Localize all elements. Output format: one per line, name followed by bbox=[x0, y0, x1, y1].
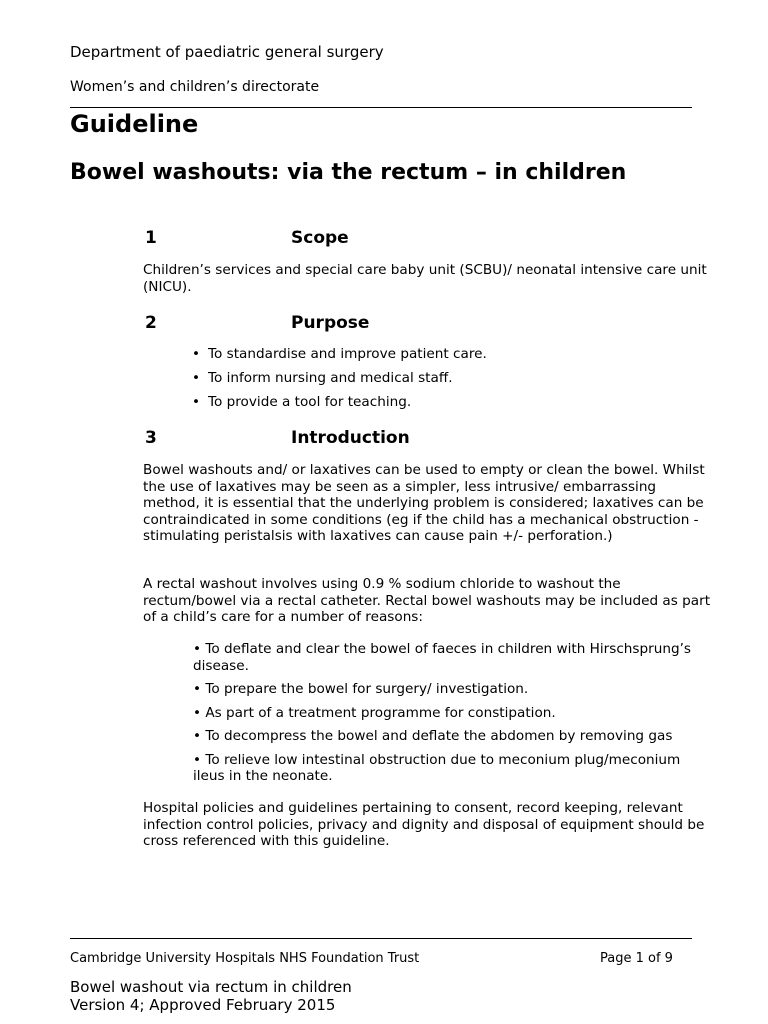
list-item: • To deflate and clear the bowel of faeces in children with Hirschsprung’s disease. bbox=[193, 641, 691, 674]
list-item: • To prepare the bowel for surgery/ investigation. bbox=[193, 681, 529, 697]
section-3-number: 3 bbox=[145, 428, 157, 448]
list-item: • To inform nursing and medical staff. bbox=[193, 370, 713, 387]
list-item: • To relieve low intestinal obstruction due to meconium plug/meconium ileus in the neonate. bbox=[193, 751, 681, 784]
document-type: Guideline bbox=[70, 110, 199, 138]
section-1-text: Children’s services and special care baby unit (SCBU)/ neonatal intensive care unit (NICU). bbox=[143, 262, 707, 295]
footer-version: Version 4; Approved February 2015 bbox=[70, 996, 336, 1014]
document-title: Bowel washouts: via the rectum – in children bbox=[70, 160, 627, 185]
directorate-name: Women’s and children’s directorate bbox=[70, 79, 320, 95]
purpose-list bbox=[193, 346, 713, 418]
introduction-paragraph-1: Bowel washouts and/ or laxatives can be used to empty or clean the bowel. Whilst the use of laxatives may be seen as a simpler, less intrusive/ embarrassing method, it is essential that the underlying problem is considered; laxatives can be contraindicated in some conditions (eg if the child has a mechanical obstruction - stimulating peristalsis with laxatives can cause pain +/- perforation.) bbox=[143, 462, 705, 544]
list-item: • To decompress the bowel and deflate the abdomen by removing gas bbox=[193, 728, 673, 744]
introduction-paragraph-2: A rectal washout involves using 0.9 % sodium chloride to washout the rectum/bowel via a rectal catheter. Rectal bowel washouts may be included as part of a child’s care for a number of reasons: bbox=[143, 576, 711, 625]
footer-document-title: Bowel washout via rectum in children bbox=[70, 978, 352, 996]
header-divider bbox=[70, 107, 692, 108]
list-item: • As part of a treatment programme for constipation. bbox=[193, 704, 556, 721]
section-2-number: 2 bbox=[145, 313, 157, 333]
footer-document-info bbox=[70, 978, 352, 1014]
section-1-title: Scope bbox=[291, 228, 349, 248]
list-item: • To provide a tool for teaching. bbox=[193, 394, 713, 411]
section-1-number: 1 bbox=[145, 228, 157, 248]
washout-reasons-list bbox=[193, 641, 713, 792]
section-2-title: Purpose bbox=[291, 313, 370, 333]
page-number: Page 1 of 9 bbox=[600, 951, 673, 966]
list-item: • To standardise and improve patient care. bbox=[193, 346, 713, 363]
footer-organisation: Cambridge University Hospitals NHS Foundation Trust bbox=[70, 951, 420, 966]
department-name: Department of paediatric general surgery bbox=[70, 43, 384, 61]
footer-divider bbox=[70, 938, 692, 939]
section-3-title: Introduction bbox=[291, 428, 410, 448]
introduction-closing-paragraph: Hospital policies and guidelines pertaining to consent, record keeping, relevant infection control policies, privacy and dignity and disposal of equipment should be cross referenced with this guideline. bbox=[143, 800, 705, 849]
